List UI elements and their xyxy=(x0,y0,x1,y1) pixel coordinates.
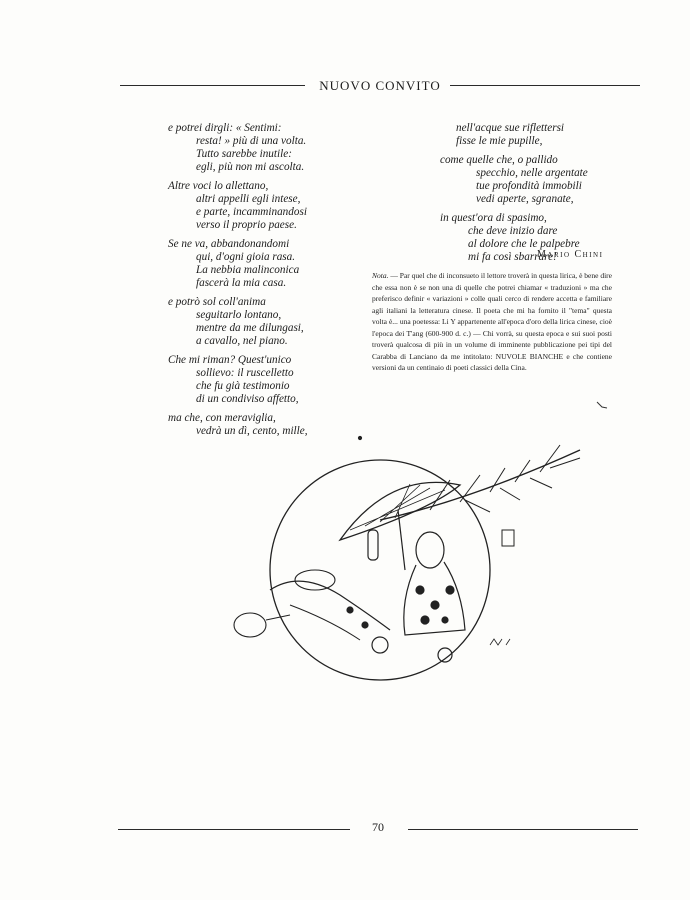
running-head-title: NUOVO CONVITO xyxy=(319,78,441,93)
poem-line: fisse le mie pupille, xyxy=(456,135,543,147)
header-rule-right xyxy=(450,85,640,86)
poem-stanza xyxy=(168,296,338,348)
poem-line: vedrà un dì, cento, mille, xyxy=(196,425,308,437)
poem-line: e parte, incamminandosi xyxy=(196,206,307,218)
poem-line: che deve inizio dare xyxy=(468,225,558,237)
footnote-text: — Par quel che di inconsueto il lettore troverà in questa lirica, è bene dire che essa non è se non una di quelle che potrei chiamar « traduzioni » ma che preferisco definir « variazioni » colle quali cerco di rendere accetta e familiare agli italiani la letteratura cinese. Il poeta che mi ha fornito il "tema" questa volta è... una poetessa: Li Y appartenente all'epoca d'oro della lirica cinese, cioè l'epoca dei T'ang (600-900 d. c.) — Chi vorrà, su questa epoca e sui suoi posti troverà qualcosa di più in un volume di imminente pubblicazione pei tipi del Carabba di Lanciano da me intitolato: NUVOLE BIANCHE e che contiene versioni da un centinaio di poeti classici della Cina. xyxy=(372,271,613,372)
poem-line: tue profondità immobili xyxy=(476,180,582,192)
poem-line: Tutto sarebbe inutile: xyxy=(196,148,292,160)
footnote xyxy=(372,270,612,374)
poem-left-column xyxy=(168,122,338,444)
poem-line: La nebbia malinconica xyxy=(196,264,300,276)
poem-line: Che mi riman? Quest'unico xyxy=(168,354,292,366)
page-number: 70 xyxy=(372,820,384,834)
poem-stanza xyxy=(440,122,610,148)
poem-line: di un condiviso affetto, xyxy=(196,393,299,405)
poem-line: resta! » più di una volta. xyxy=(196,135,307,147)
running-header xyxy=(120,74,640,98)
poem-line: Se ne va, abbandonandomi xyxy=(168,238,290,250)
poem-line: fascerà la mia casa. xyxy=(196,277,287,289)
illustration-chinese-figures xyxy=(230,430,600,700)
poem-line: egli, più non mi ascolta. xyxy=(196,161,305,173)
poem-line: che fu già testimonio xyxy=(196,380,290,392)
footer-rule-right xyxy=(408,829,638,830)
poem-stanza xyxy=(168,122,338,174)
poem-line: in quest'ora di spasimo, xyxy=(440,212,547,224)
poem-line: al dolore che le palpebre xyxy=(468,238,580,250)
poem-line: e potrei dirgli: « Sentimi: xyxy=(168,122,282,134)
poem-stanza xyxy=(168,238,338,290)
poem-line: e potrò sol coll'anima xyxy=(168,296,266,308)
footnote-label: Nota. xyxy=(372,271,389,280)
poem-line: Altre voci lo allettano, xyxy=(168,180,269,192)
poem-line: verso il proprio paese. xyxy=(196,219,297,231)
poem-line: mentre da me dilungasi, xyxy=(196,322,304,334)
poem-line: altri appelli egli intese, xyxy=(196,193,301,205)
scribble-mark xyxy=(596,400,608,410)
poem-line: qui, d'ogni gioia rasa. xyxy=(196,251,296,263)
illustration-drawing xyxy=(234,437,580,681)
poem-stanza xyxy=(168,180,338,232)
author-signature: Mario Chini xyxy=(537,249,604,260)
poem-line: seguitarlo lontano, xyxy=(196,309,282,321)
poem-line: ma che, con meraviglia, xyxy=(168,412,276,424)
poem-stanza xyxy=(168,354,338,406)
footer-rule-left xyxy=(118,829,350,830)
poem-line: nell'acque sue riflettersi xyxy=(456,122,565,134)
poem-line: come quelle che, o pallido xyxy=(440,154,558,166)
poem-line: specchio, nelle argentate xyxy=(476,167,588,179)
poem-line: a cavallo, nel piano. xyxy=(196,335,288,347)
poem-line: mi fa così sbarrare! xyxy=(468,251,557,263)
poem-line: vedi aperte, sgranate, xyxy=(476,193,574,205)
page-footer xyxy=(118,818,638,838)
poem-stanza xyxy=(440,154,610,206)
poem-right-column xyxy=(440,122,610,270)
poem-line: sollievo: il ruscelletto xyxy=(196,367,294,379)
